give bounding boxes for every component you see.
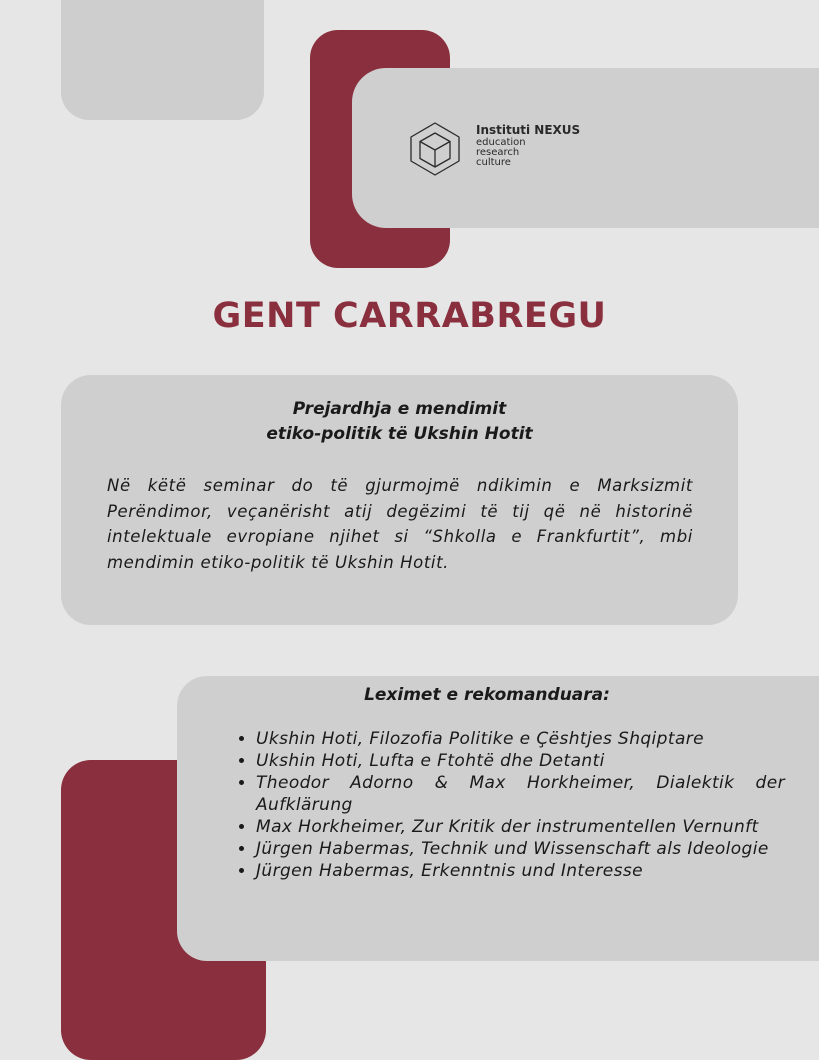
list-item: • Jürgen Habermas, Technik und Wissenschaft als Ideologie xyxy=(256,838,785,860)
logo-tagline-culture: culture xyxy=(476,157,511,168)
list-item: • Ukshin Hoti, Lufta e Ftohtë dhe Detanti xyxy=(256,750,785,772)
seminar-heading xyxy=(61,397,738,447)
list-item: • Ukshin Hoti, Filozofia Politike e Çështjes Shqiptare xyxy=(256,728,785,750)
seminar-heading-line-2: etiko-politik të Ukshin Hotit xyxy=(266,424,533,444)
decorative-grey-block xyxy=(61,0,264,120)
logo-tagline-education: education xyxy=(476,137,526,148)
list-item: • Theodor Adorno & Max Horkheimer, Dialektik der Aufklärung xyxy=(256,772,785,816)
readings-list xyxy=(235,728,785,882)
logo-tagline-research: research xyxy=(476,147,520,158)
list-item: • Max Horkheimer, Zur Kritik der instrumentellen Vernunft xyxy=(256,816,785,838)
seminar-description: Në këtë seminar do të gjurmojmë ndikimin e Marksizmit Perëndimor, veçanërisht atij degëzimi të tij që në historinë intelektuale evropiane njihet si “Shkolla e Frankfurtit”, mbi mendimin etiko-politik të Ukshin Hotit. xyxy=(107,476,693,572)
logo-name: Instituti NEXUS xyxy=(476,123,581,137)
seminar-heading-line-1: Prejardhja e mendimit xyxy=(292,399,507,419)
readings-heading: Leximet e rekomanduara: xyxy=(364,685,610,705)
page-title: GENT CARRABREGU xyxy=(212,296,607,336)
isometric-cube-icon xyxy=(407,121,463,177)
list-item: • Jürgen Habermas, Erkenntnis und Interesse xyxy=(256,860,785,882)
logo xyxy=(476,123,580,168)
